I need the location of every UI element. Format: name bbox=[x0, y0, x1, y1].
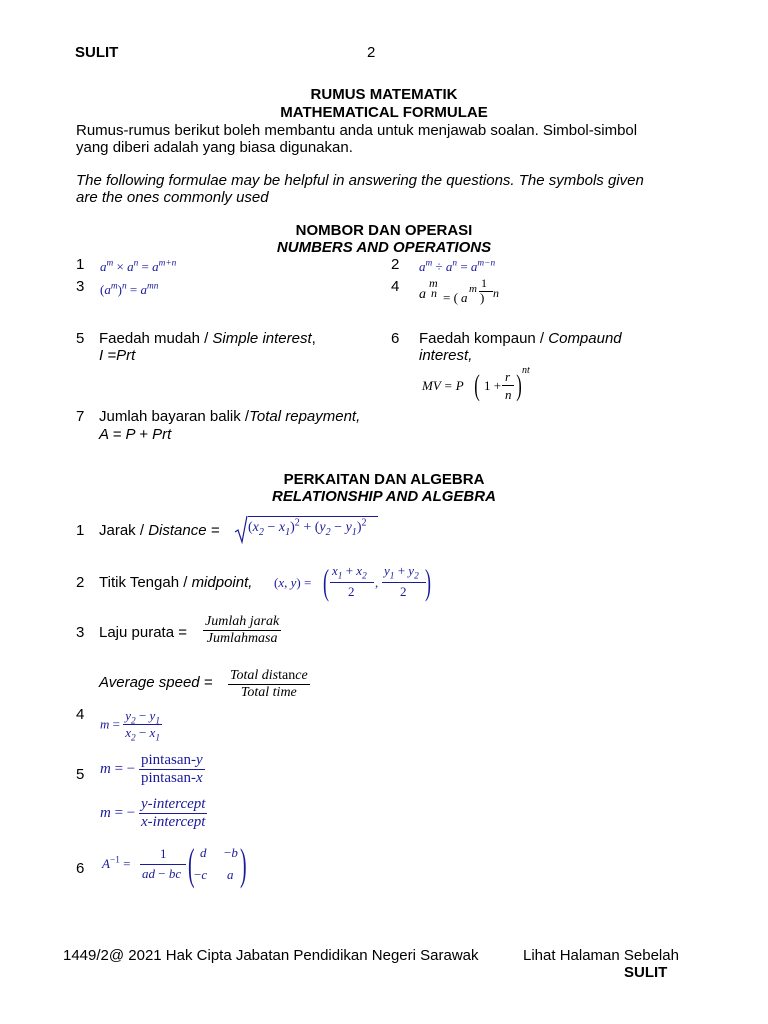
gradient-en-denominator: x-intercept bbox=[141, 814, 206, 830]
average-speed-ms-denominator: Jumlahmasa bbox=[206, 631, 278, 646]
simple-interest-comma: , bbox=[311, 330, 316, 347]
simple-interest-label bbox=[99, 330, 316, 347]
numbers-section-title-en: NUMBERS AND OPERATIONS bbox=[276, 239, 492, 256]
page-number: 2 bbox=[367, 44, 376, 61]
distance-label-ms: Jarak / bbox=[99, 522, 149, 539]
simple-interest-formula: I =Prt bbox=[99, 347, 136, 364]
intro-en-line1: The following formulae may be helpful in answering the questions. The symbols given bbox=[76, 172, 644, 189]
distance-label bbox=[99, 522, 219, 539]
footer-next-page: Lihat Halaman Sebelah bbox=[523, 947, 679, 964]
total-repayment-label bbox=[99, 408, 360, 425]
algebra-section-title-ms: PERKAITAN DAN ALGEBRA bbox=[283, 471, 485, 488]
simple-interest-label-ms: Faedah mudah / bbox=[99, 330, 213, 347]
average-speed-label-ms: Laju purata = bbox=[99, 624, 187, 641]
midpoint-label bbox=[99, 574, 252, 591]
numbers-item-3-number: 3 bbox=[76, 278, 85, 295]
formula-inverse-matrix: $A^{-1}$ = 1 ad − bc ( d −b −c a ) bbox=[102, 840, 247, 889]
formula-power-of-power: $(a^m)^n = a^{mn}$ bbox=[100, 281, 159, 297]
compound-interest-label-ms: Faedah kompaun / bbox=[419, 330, 549, 347]
formula-fractional-power: m 1 a n = ( a m ) n bbox=[419, 276, 499, 305]
algebra-item-2-number: 2 bbox=[76, 574, 85, 591]
algebra-item-3-number: 3 bbox=[76, 624, 85, 641]
algebra-item-5-number: 5 bbox=[76, 766, 85, 783]
simple-interest-label-en: Simple interest bbox=[212, 330, 312, 347]
formula-quotient-of-powers: $a^m \div a^n = a^{m-n}$ bbox=[419, 258, 496, 274]
total-repayment-label-ms: Jumlah bayaran balik / bbox=[99, 408, 250, 425]
algebra-item-6-number: 6 bbox=[76, 860, 85, 877]
compound-interest-label-en: Compaund bbox=[548, 330, 622, 347]
average-speed-en-numerator-c: ce bbox=[295, 668, 308, 683]
intro-en-line2: are the ones commonly used bbox=[76, 189, 269, 206]
title-ms: RUMUS MATEMATIK bbox=[310, 86, 458, 103]
formula-compound-interest: MV = P ( 1 + r n ) nt bbox=[422, 365, 530, 402]
intro-ms-line1: Rumus-rumus berikut boleh membantu anda untuk menjawab soalan. Simbol-simbol bbox=[76, 122, 638, 139]
numbers-item-2-number: 2 bbox=[391, 256, 400, 273]
numbers-section-title-ms: NOMBOR DAN OPERASI bbox=[295, 222, 473, 239]
total-repayment-formula: A = P + Prt bbox=[99, 426, 172, 443]
gradient-ms-denominator-var: x bbox=[196, 770, 203, 786]
formula-gradient-intercept-ms: m = − $\frac{\text{pintasan-y}}{\text{pintasan-x}}$ bbox=[100, 752, 203, 786]
footer-code: 1449/2@ 2021 Hak Cipta Jabatan Pendidikan Negeri Sarawak bbox=[63, 947, 479, 964]
numbers-item-1-number: 1 bbox=[76, 256, 85, 273]
formula-gradient-points: m = $\frac{y_2 - y_1}{x_2 - x_1}$ bbox=[100, 708, 160, 744]
gradient-en-numerator: y-intercept bbox=[141, 796, 206, 812]
compound-interest-label bbox=[419, 330, 622, 347]
formula-average-speed-ms bbox=[203, 614, 281, 647]
midpoint-label-ms: Titik Tengah / bbox=[99, 574, 192, 591]
gradient-ms-denominator: pintasan- bbox=[141, 770, 196, 786]
gradient-ms-numerator-var: y bbox=[196, 752, 203, 768]
algebra-item-4-number: 4 bbox=[76, 706, 85, 723]
numbers-item-7-number: 7 bbox=[76, 408, 85, 425]
total-repayment-label-en: Total repayment, bbox=[249, 408, 361, 425]
average-speed-en-numerator-a: Total dis bbox=[230, 668, 279, 683]
formula-average-speed-en bbox=[228, 668, 310, 701]
average-speed-en-denominator: Total time bbox=[240, 685, 297, 700]
midpoint-label-en: midpoint, bbox=[191, 574, 253, 591]
formula-product-of-powers: $a^m \times a^n = a^{m+n}$ bbox=[100, 258, 177, 274]
average-speed-ms-numerator: Jumlah jarak bbox=[205, 614, 280, 629]
formula-midpoint: (x, y) = ( $x_1 + x_2$ 2 , $y_1 + y_2$ 2 ) bbox=[274, 562, 431, 602]
algebra-section-title-en: RELATIONSHIP AND ALGEBRA bbox=[272, 488, 496, 505]
radical-sign-icon bbox=[234, 514, 248, 544]
title-en: MATHEMATICAL FORMULAE bbox=[280, 104, 488, 121]
intro-ms-line2: yang diberi adalah yang biasa digunakan. bbox=[76, 139, 353, 156]
numbers-item-6-number: 6 bbox=[391, 330, 400, 347]
numbers-item-4-number: 4 bbox=[391, 278, 400, 295]
average-speed-en-numerator-b: tan bbox=[278, 668, 296, 683]
average-speed-label-en: Average speed = bbox=[99, 674, 213, 691]
distance-label-en: Distance = bbox=[148, 522, 220, 539]
algebra-item-1-number: 1 bbox=[76, 522, 85, 539]
formula-gradient-intercept-en: m = − $\frac{\text{y-intercept}}{\text{x-intercept}}$ bbox=[100, 796, 206, 830]
numbers-item-5-number: 5 bbox=[76, 330, 85, 347]
gradient-ms-numerator: pintasan- bbox=[141, 752, 196, 768]
footer-sulit: SULIT bbox=[624, 964, 668, 981]
header-sulit: SULIT bbox=[75, 44, 119, 61]
compound-interest-label-line2: interest, bbox=[419, 347, 473, 364]
